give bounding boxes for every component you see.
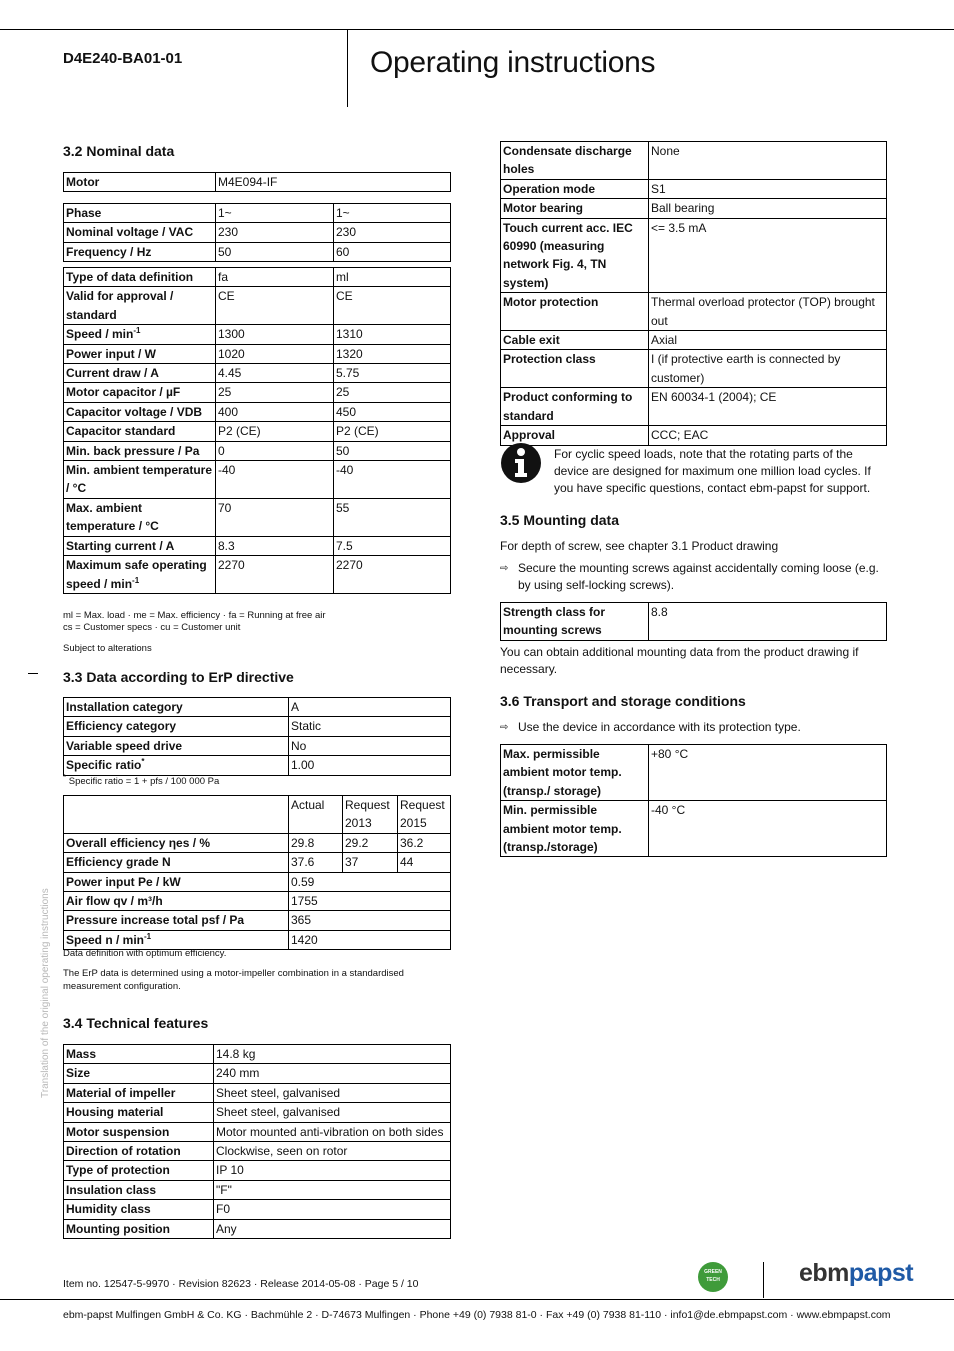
cell: Motor capacitor / µF: [64, 383, 216, 402]
info-icon: [500, 442, 542, 484]
cell: 36.2: [398, 833, 451, 852]
cell: [64, 556, 216, 594]
cell: ml: [334, 268, 451, 287]
cell: Mass: [64, 1045, 214, 1064]
cell: 25: [216, 383, 334, 402]
cell: -40: [334, 461, 451, 499]
cell: "F": [214, 1180, 451, 1199]
cell: 50: [334, 441, 451, 460]
heading-technical-features: 3.4 Technical features: [63, 1015, 209, 1031]
cell: Housing material: [64, 1103, 214, 1122]
erp-category-table: [63, 697, 451, 776]
cell: I (if protective earth is connected by customer): [649, 350, 887, 388]
cell: Request 2015: [398, 796, 451, 834]
cell: 450: [334, 402, 451, 421]
cell: 37: [343, 853, 398, 872]
cell: Motor bearing: [501, 199, 649, 218]
cell: Efficiency category: [64, 717, 289, 736]
cell: fa: [216, 268, 334, 287]
cell: Starting current / A: [64, 536, 216, 555]
cell: Type of protection: [64, 1161, 214, 1180]
cell: Phase: [64, 204, 216, 223]
cell: 2270: [334, 556, 451, 594]
cell: 37.6: [289, 853, 343, 872]
cell: Any: [214, 1219, 451, 1238]
superscript: *: [141, 757, 145, 767]
cell: Material of impeller: [64, 1083, 214, 1102]
logo-ebm: ebm: [799, 1259, 849, 1287]
cell: 0.59: [289, 872, 451, 891]
mounting-table: [500, 602, 887, 641]
heading-erp: 3.3 Data according to ErP directive: [63, 669, 294, 685]
cell: 230: [216, 223, 334, 242]
bullet-text: Use the device in accordance with its protection type.: [518, 720, 801, 734]
nominal-data-table: [63, 267, 451, 594]
cell: Clockwise, seen on rotor: [214, 1142, 451, 1161]
cell: Static: [289, 717, 451, 736]
mounting-bullet: [500, 560, 885, 594]
cell: Pressure increase total psf / Pa: [64, 911, 289, 930]
ratio-note: [63, 772, 220, 788]
supply-table: [63, 203, 451, 262]
cell: Overall efficiency ηes / %: [64, 833, 289, 852]
bullet-text: Secure the mounting screws against accidentally coming loose (e.g. by using self-locking screws).: [518, 561, 879, 592]
superscript: -1: [133, 326, 141, 336]
cell: Product conforming to standard: [501, 388, 649, 426]
cell: 1320: [334, 344, 451, 363]
cell: 29.8: [289, 833, 343, 852]
transport-bullet: [500, 719, 885, 736]
cell: Motor protection: [501, 293, 649, 331]
cell: 240 mm: [214, 1064, 451, 1083]
cell: IP 10: [214, 1161, 451, 1180]
cell: 1420: [289, 930, 451, 949]
cell: [64, 325, 216, 344]
cell: Condensate discharge holes: [501, 142, 649, 180]
cell: 14.8 kg: [214, 1045, 451, 1064]
cell: 1020: [216, 344, 334, 363]
cell: -40: [216, 461, 334, 499]
cell: +80 °C: [649, 745, 887, 801]
cell: 50: [216, 242, 334, 261]
cell: 1300: [216, 325, 334, 344]
cell: Nominal voltage / VAC: [64, 223, 216, 242]
cell: 55: [334, 498, 451, 536]
cell: CE: [216, 287, 334, 325]
cell: A: [289, 698, 451, 717]
cell: No: [289, 736, 451, 755]
cell: Min. ambient temperature / °C: [64, 461, 216, 499]
cell: F0: [214, 1200, 451, 1219]
cell: [64, 756, 289, 775]
arrow-right-icon: ⇨: [500, 722, 509, 733]
technical-features-table: [63, 1044, 451, 1239]
cell: 365: [289, 911, 451, 930]
cell: Valid for approval / standard: [64, 287, 216, 325]
heading-mounting-data: 3.5 Mounting data: [500, 512, 619, 528]
cell: Installation category: [64, 698, 289, 717]
transport-table: [500, 744, 887, 857]
model-number: D4E240-BA01-01: [63, 50, 183, 67]
erp-note-1: Data definition with optimum efficiency.: [63, 948, 227, 959]
green-tech-label: GREEN TECH: [704, 1269, 722, 1283]
cell: Motor mounted anti-vibration on both sides: [214, 1122, 451, 1141]
label: Speed / min: [66, 327, 134, 342]
cell: Frequency / Hz: [64, 242, 216, 261]
cell: Min. back pressure / Pa: [64, 441, 216, 460]
cell: 230: [334, 223, 451, 242]
cell: Power input Pe / kW: [64, 872, 289, 891]
logo-papst: papst: [848, 1259, 914, 1287]
cell: 2270: [216, 556, 334, 594]
cell: Axial: [649, 331, 887, 350]
cell: Thermal overload protector (TOP) brought out: [649, 293, 887, 331]
cell: Max. ambient temperature / °C: [64, 498, 216, 536]
heading-nominal-data: 3.2 Nominal data: [63, 143, 175, 159]
cell: Type of data definition: [64, 268, 216, 287]
cell: Mounting position: [64, 1219, 214, 1238]
item-info: Item no. 12547-5-9970 · Revision 82623 · Release 2014-05-08 · Page 5 / 10: [63, 1278, 419, 1290]
green-tech-badge: [698, 1262, 728, 1292]
cell: 1755: [289, 892, 451, 911]
cell: P2 (CE): [216, 422, 334, 441]
cell: 1.00: [289, 756, 451, 775]
cell: 0: [216, 441, 334, 460]
legend-note-1: ml = Max. load · me = Max. efficiency · fa = Running at free air: [63, 610, 326, 621]
label: Maximum safe operating speed / min: [66, 558, 207, 591]
cell: Max. permissible ambient motor temp. (transp./ storage): [501, 745, 649, 801]
cell: M4E094-IF: [216, 173, 451, 192]
cell: Efficiency grade N: [64, 853, 289, 872]
erp-note-2: The ErP data is determined using a motor-impeller combination in a standardised measurement configuration.: [63, 968, 404, 992]
cell: 7.5: [334, 536, 451, 555]
cell: Strength class for mounting screws: [501, 603, 649, 641]
alterations-note: Subject to alterations: [63, 643, 152, 654]
info-text: For cyclic speed loads, note that the rotating parts of the device are designed for maximum one million load cycles. If you have specific questions, contact ebm-papst for support.: [554, 447, 871, 495]
ebmpapst-logo: [799, 1259, 913, 1288]
cell: -40 °C: [649, 801, 887, 857]
cell: 70: [216, 498, 334, 536]
cell: 60: [334, 242, 451, 261]
cell: Approval: [501, 426, 649, 445]
cell: Touch current acc. IEC 60990 (measuring network Fig. 4, TN system): [501, 218, 649, 293]
cell: 8.3: [216, 536, 334, 555]
sidebar-label: Translation of the original operating instructions: [40, 888, 51, 1098]
cell: EN 60034-1 (2004); CE: [649, 388, 887, 426]
cell: Cable exit: [501, 331, 649, 350]
cell: CCC; EAC: [649, 426, 887, 445]
cell: Sheet steel, galvanised: [214, 1083, 451, 1102]
cell: Size: [64, 1064, 214, 1083]
superscript: -1: [144, 931, 152, 941]
cell: Capacitor voltage / VDB: [64, 402, 216, 421]
cell: Motor: [64, 173, 216, 192]
heading-transport: 3.6 Transport and storage conditions: [500, 693, 746, 709]
cell: Protection class: [501, 350, 649, 388]
cell: 44: [398, 853, 451, 872]
arrow-right-icon: ⇨: [500, 563, 509, 574]
mounting-para-2: You can obtain additional mounting data from the product drawing if necessary.: [500, 645, 859, 676]
cell: Min. permissible ambient motor temp. (transp./storage): [501, 801, 649, 857]
cell: CE: [334, 287, 451, 325]
cell: 4.45: [216, 364, 334, 383]
cell: 1310: [334, 325, 451, 344]
cell: [64, 796, 289, 834]
cell: Capacitor standard: [64, 422, 216, 441]
superscript: -1: [132, 575, 140, 585]
mounting-para-1: For depth of screw, see chapter 3.1 Product drawing: [500, 539, 779, 553]
cell: S1: [649, 179, 887, 198]
legend-note-2: cs = Customer specs · cu = Customer unit: [63, 622, 241, 633]
cell: Motor suspension: [64, 1122, 214, 1141]
label: Specific ratio: [66, 758, 142, 773]
cell: Humidity class: [64, 1200, 214, 1219]
label: Speed n / min: [66, 932, 145, 947]
cell: 1~: [216, 204, 334, 223]
cell: 5.75: [334, 364, 451, 383]
ratio-note-text: Specific ratio = 1 + pfs / 100 000 Pa: [68, 776, 220, 787]
cell: Variable speed drive: [64, 736, 289, 755]
cell: 25: [334, 383, 451, 402]
cell: P2 (CE): [334, 422, 451, 441]
erp-efficiency-table: [63, 795, 451, 950]
cell: 400: [216, 402, 334, 421]
cell: Current draw / A: [64, 364, 216, 383]
cell: <= 3.5 mA: [649, 218, 887, 293]
cell: Direction of rotation: [64, 1142, 214, 1161]
cell: Insulation class: [64, 1180, 214, 1199]
cell: Sheet steel, galvanised: [214, 1103, 451, 1122]
page-title: Operating instructions: [370, 46, 656, 79]
cell: Power input / W: [64, 344, 216, 363]
company-address: ebm-papst Mulfingen GmbH & Co. KG · Bachmühle 2 · D-74673 Mulfingen · Phone +49 (0) 7938 81-0 · Fax +49 (0) 7938 81-110 · info1@de.ebmpapst.com · www.ebmpapst.com: [63, 1309, 891, 1321]
cell: Request 2013: [343, 796, 398, 834]
cell: 29.2: [343, 833, 398, 852]
cell: Operation mode: [501, 179, 649, 198]
cell: Air flow qv / m³/h: [64, 892, 289, 911]
technical-features-table-continued: [500, 141, 887, 446]
motor-table: [63, 172, 451, 192]
superscript: *: [63, 772, 67, 782]
cell: Actual: [289, 796, 343, 834]
cell: 1~: [334, 204, 451, 223]
cell: Ball bearing: [649, 199, 887, 218]
cell: 8.8: [649, 603, 887, 641]
cell: None: [649, 142, 887, 180]
